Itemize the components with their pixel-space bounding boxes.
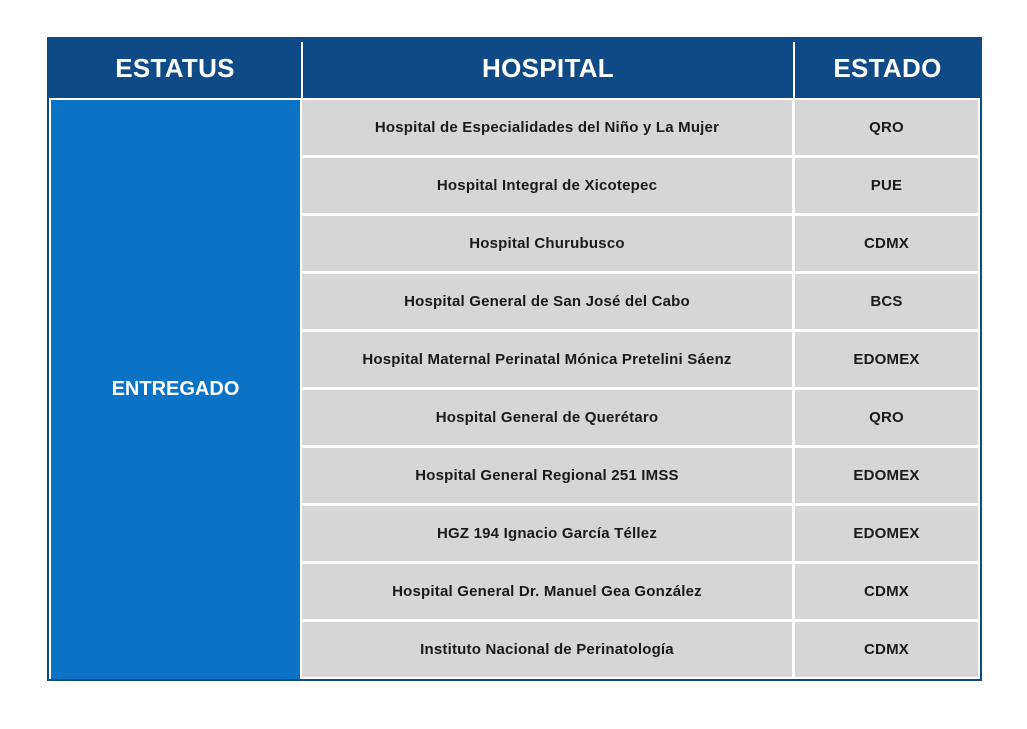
header-state: ESTADO [833,53,942,83]
header-hospital: HOSPITAL [482,53,614,83]
state-cell: QRO [795,100,978,155]
state-cell: CDMX [795,622,978,677]
state-cell: CDMX [795,216,978,271]
table-row [302,274,978,329]
hospital-cell: Hospital General de Querétaro [302,390,792,445]
state-cell: EDOMEX [795,332,978,387]
hospital-cell: Instituto Nacional de Perinatología [302,622,792,677]
table-row [302,216,978,271]
header-status: ESTATUS [115,53,235,83]
hospital-cell: Hospital General de San José del Cabo [302,274,792,329]
table-row [302,158,978,213]
hospital-cell: Hospital Churubusco [302,216,792,271]
hospital-cell: Hospital General Dr. Manuel Gea González [302,564,792,619]
hospital-cell: HGZ 194 Ignacio García Téllez [302,506,792,561]
state-cell: PUE [795,158,978,213]
state-cell: BCS [795,274,978,329]
table-row [302,390,978,445]
state-cell: CDMX [795,564,978,619]
hospital-cell: Hospital Maternal Perinatal Mónica Pretelini Sáenz [302,332,792,387]
table-header-row [49,39,980,98]
state-cell: QRO [795,390,978,445]
table-row [302,332,978,387]
table-row [302,564,978,619]
hospital-cell: Hospital General Regional 251 IMSS [302,448,792,503]
table-row [302,100,978,155]
hospital-cell: Hospital Integral de Xicotepec [302,158,792,213]
table-row [302,448,978,503]
hospital-cell: Hospital de Especialidades del Niño y La Mujer [302,100,792,155]
table-row [302,506,978,561]
state-cell: EDOMEX [795,506,978,561]
status-cell-entregado: ENTREGADO [51,100,300,679]
hospital-status-table [47,37,982,681]
table-row [302,622,978,677]
state-cell: EDOMEX [795,448,978,503]
